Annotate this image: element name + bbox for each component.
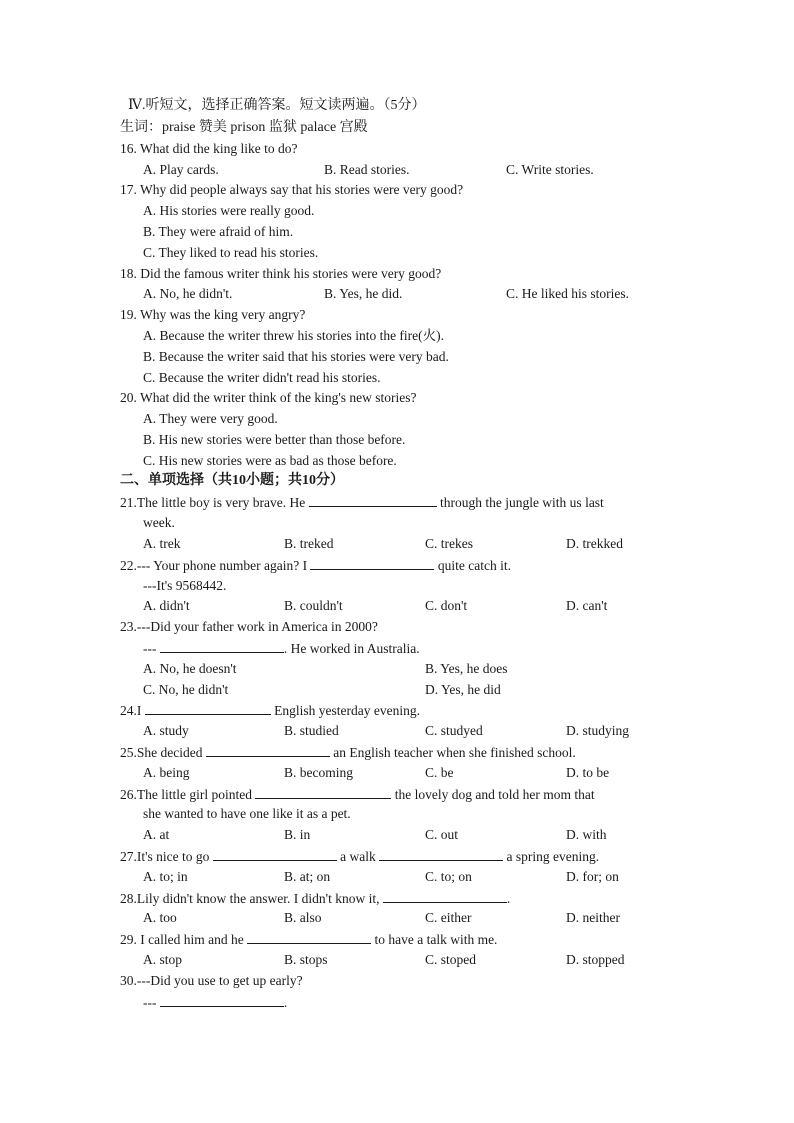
- q16-option-b: B. Read stories.: [324, 162, 410, 177]
- q21-text-3: week.: [143, 515, 175, 530]
- q28-option-c: C. either: [425, 910, 472, 925]
- q29-option-c: C. stoped: [425, 952, 477, 967]
- q23-option-a: A. No, he doesn't: [143, 661, 237, 676]
- q29-text-1: 29. I called him and he: [120, 932, 244, 947]
- q29-option-a: A. stop: [143, 952, 183, 967]
- q17-option-c: C. They liked to read his stories.: [143, 245, 319, 260]
- q29-option-d: D. stopped: [566, 952, 625, 967]
- q27-text-2: a walk: [340, 849, 376, 864]
- vocab-line: 生词：praise 赞美 prison 监狱 palace 宫殿: [120, 120, 368, 135]
- q21-blank[interactable]: [309, 494, 437, 507]
- q18-option-a: A. No, he didn't.: [143, 286, 233, 301]
- q30-blank[interactable]: [160, 994, 284, 1007]
- q27-stem: [120, 848, 599, 865]
- q21-stem: [120, 494, 604, 511]
- q30-text-3: .: [283, 995, 288, 1010]
- q16-option-c: C. Write stories.: [506, 162, 594, 177]
- q28-option-a: A. too: [143, 910, 177, 925]
- q19-stem: 19. Why was the king very angry?: [120, 307, 306, 322]
- q24-option-d: D. studying: [566, 723, 630, 738]
- q23-blank[interactable]: [160, 640, 284, 653]
- q24-blank[interactable]: [145, 702, 271, 715]
- q26-blank[interactable]: [255, 786, 391, 799]
- q23-option-c: C. No, he didn't: [143, 682, 229, 697]
- q29-option-b: B. stops: [284, 952, 328, 967]
- q23-stem: 23.---Did your father work in America in 2000?: [120, 619, 378, 634]
- q28-text-2: .: [506, 891, 511, 906]
- q27-blank-1[interactable]: [213, 848, 337, 861]
- q30-answer-line: [143, 994, 287, 1011]
- q27-option-a: A. to; in: [143, 869, 188, 884]
- q20-option-a: A. They were very good.: [143, 411, 278, 426]
- q25-text-1: 25.She decided: [120, 745, 203, 760]
- q26-text-3: she wanted to have one like it as a pet.: [143, 806, 351, 821]
- q29-stem: [120, 931, 497, 948]
- q29-blank[interactable]: [247, 931, 371, 944]
- q22-option-a: A. didn't: [143, 598, 190, 613]
- q24-option-a: A. study: [143, 723, 189, 738]
- q17-option-b: B. They were afraid of him.: [143, 224, 294, 239]
- q24-text-2: English yesterday evening.: [274, 703, 420, 718]
- q22-option-b: B. couldn't: [284, 598, 343, 613]
- q24-text-1: 24.I: [120, 703, 142, 718]
- q21-option-c: C. trekes: [425, 536, 473, 551]
- q20-stem: 20. What did the writer think of the king's new stories?: [120, 390, 417, 405]
- q23-option-b: B. Yes, he does: [425, 661, 508, 676]
- q21-text-2: through the jungle with us last: [439, 495, 604, 510]
- q27-blank-2[interactable]: [379, 848, 503, 861]
- q18-option-b: B. Yes, he did.: [324, 286, 403, 301]
- q21-option-b: B. treked: [284, 536, 334, 551]
- q24-option-b: B. studied: [284, 723, 339, 738]
- q19-option-c: C. Because the writer didn't read his stories.: [143, 370, 381, 385]
- q30-dash: ---: [143, 995, 157, 1010]
- q25-text-2: an English teacher when she finished school.: [333, 745, 576, 760]
- q26-stem: [120, 786, 595, 803]
- q21-option-a: A. trek: [143, 536, 181, 551]
- q28-blank[interactable]: [383, 890, 507, 903]
- q22-stem: [120, 557, 511, 574]
- q27-option-c: C. to; on: [425, 869, 472, 884]
- q25-option-a: A. being: [143, 765, 190, 780]
- section-4-title: Ⅳ.听短文，选择正确答案。短文读两遍。（5分）: [128, 98, 426, 113]
- q28-option-b: B. also: [284, 910, 322, 925]
- q18-option-c: C. He liked his stories.: [506, 286, 629, 301]
- q27-option-d: D. for; on: [566, 869, 619, 884]
- q25-option-b: B. becoming: [284, 765, 353, 780]
- q26-option-c: C. out: [425, 827, 459, 842]
- q16-stem: 16. What did the king like to do?: [120, 141, 298, 156]
- q25-blank[interactable]: [206, 744, 330, 757]
- q22-option-d: D. can't: [566, 598, 608, 613]
- q20-option-b: B. His new stories were better than those before.: [143, 432, 406, 447]
- q16-option-a: A. Play cards.: [143, 162, 219, 177]
- q29-text-2: to have a talk with me.: [374, 932, 498, 947]
- q17-option-a: A. His stories were really good.: [143, 203, 315, 218]
- q28-text-1: 28.Lily didn't know the answer. I didn't know it,: [120, 891, 380, 906]
- q27-option-b: B. at; on: [284, 869, 331, 884]
- q30-stem: 30.---Did you use to get up early?: [120, 973, 303, 988]
- section-2-title: 二、单项选择（共10小题；共10分）: [120, 473, 344, 488]
- q22-text-3: ---It's 9568442.: [143, 578, 227, 593]
- q23-text-3: . He worked in Australia.: [283, 641, 420, 656]
- q24-stem: [120, 702, 420, 719]
- q26-text-2: the lovely dog and told her mom that: [394, 787, 595, 802]
- q21-text-1: 21.The little boy is very brave. He: [120, 495, 306, 510]
- q26-option-d: D. with: [566, 827, 607, 842]
- q26-text-1: 26.The little girl pointed: [120, 787, 252, 802]
- q28-option-d: D. neither: [566, 910, 620, 925]
- q17-stem: 17. Why did people always say that his stories were very good?: [120, 182, 464, 197]
- q23-option-d: D. Yes, he did: [425, 682, 501, 697]
- q28-stem: [120, 890, 510, 907]
- q18-stem: 18. Did the famous writer think his stories were very good?: [120, 266, 442, 281]
- q23-answer-line: [143, 640, 420, 657]
- q22-text-2: quite catch it.: [437, 558, 511, 573]
- q25-option-c: C. be: [425, 765, 454, 780]
- q20-option-c: C. His new stories were as bad as those before.: [143, 453, 397, 468]
- q27-text-1: 27.It's nice to go: [120, 849, 210, 864]
- q27-text-3: a spring evening.: [506, 849, 600, 864]
- q19-option-a: A. Because the writer threw his stories into the fire(火).: [143, 328, 445, 343]
- q22-option-c: C. don't: [425, 598, 468, 613]
- q24-option-c: C. studyed: [425, 723, 483, 738]
- q23-dash: ---: [143, 641, 157, 656]
- q25-option-d: D. to be: [566, 765, 610, 780]
- q22-blank[interactable]: [310, 557, 434, 570]
- q26-option-b: B. in: [284, 827, 311, 842]
- q22-text-1: 22.--- Your phone number again? I: [120, 558, 308, 573]
- q25-stem: [120, 744, 576, 761]
- q19-option-b: B. Because the writer said that his stories were very bad.: [143, 349, 449, 364]
- q21-option-d: D. trekked: [566, 536, 623, 551]
- q26-option-a: A. at: [143, 827, 170, 842]
